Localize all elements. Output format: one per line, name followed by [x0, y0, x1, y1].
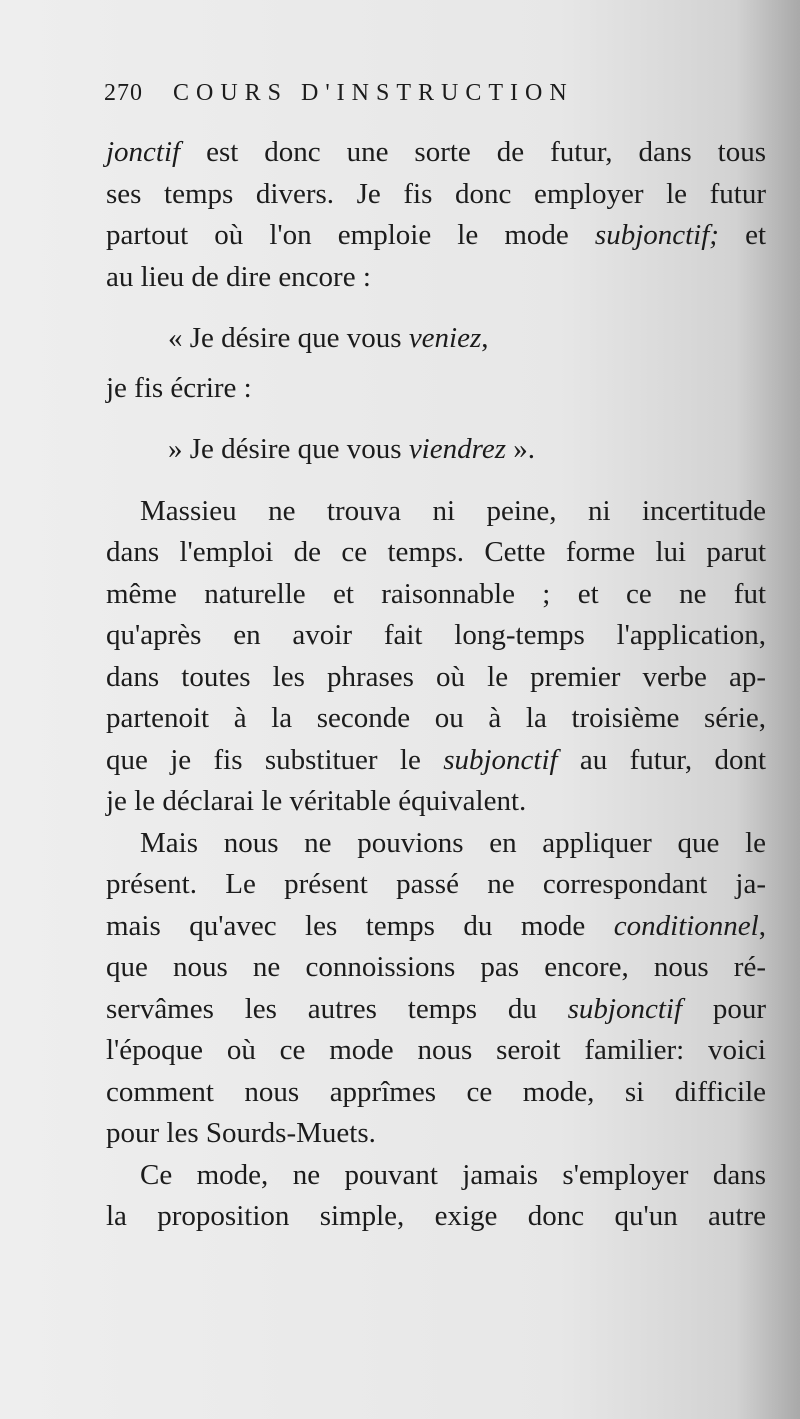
italic-term: veniez — [408, 322, 482, 354]
paragraph-intro — [106, 368, 766, 410]
text-run: comment nous apprîmes ce mode, si difficile — [106, 1075, 766, 1108]
text-run: présent. Le présent passé ne correspondant ja- — [106, 868, 766, 900]
text-run: pour les Sourds-Muets. — [106, 1117, 376, 1149]
paragraph-mais-nous — [106, 823, 766, 1155]
text-run: » Je désire que vous — [168, 433, 409, 465]
text-line — [106, 657, 766, 699]
page-body — [106, 132, 766, 1238]
text-run: que nous ne connoissions pas encore, nous ré- — [106, 951, 766, 983]
text-line — [106, 318, 766, 360]
text-line — [106, 740, 766, 782]
text-line — [106, 1030, 766, 1072]
text-line — [106, 532, 766, 574]
text-run: au futur, dont — [557, 743, 766, 776]
text-line — [106, 174, 766, 216]
italic-term: subjonctif — [567, 992, 683, 1025]
page-number: 270 — [104, 80, 143, 106]
italic-term: viendrez — [408, 433, 506, 465]
text-run: ses temps divers. Je fis donc employer le futur — [106, 177, 766, 210]
text-run: l'époque où ce mode nous seroit familier: voici — [106, 1034, 766, 1066]
text-line — [106, 215, 766, 257]
text-run: que je fis substituer le — [106, 743, 444, 776]
text-run: la proposition simple, exige donc qu'un autre — [106, 1200, 766, 1232]
paragraph-ce-mode — [106, 1155, 766, 1238]
text-run: ». — [505, 433, 535, 465]
text-line — [106, 1155, 766, 1197]
text-run: mais qu'avec les temps du mode — [106, 909, 614, 942]
text-run: même naturelle et raisonnable ; et ce ne fut — [106, 577, 766, 610]
text-run: et — [718, 219, 766, 251]
quote-example-2 — [106, 429, 766, 471]
italic-term: subjonctif — [443, 743, 558, 776]
italic-term: conditionnel — [613, 909, 759, 942]
text-line — [106, 615, 766, 657]
running-title: COURS D'INSTRUCTION — [173, 80, 574, 106]
text-line — [106, 698, 766, 740]
text-line — [106, 906, 766, 948]
paragraph-continuation — [106, 132, 766, 298]
text-run: partenoit à la seconde ou à la troisième série, — [106, 702, 766, 734]
text-run: dans l'emploi de ce temps. Cette forme lui parut — [106, 536, 766, 568]
text-run: qu'après en avoir fait long-temps l'application, — [106, 619, 766, 651]
text-run: pour — [682, 992, 766, 1025]
text-line — [106, 1113, 766, 1155]
paragraph-massieu — [106, 491, 766, 823]
text-run: dans toutes les phrases où le premier verbe ap- — [106, 660, 766, 693]
text-line — [106, 781, 766, 823]
text-line — [106, 368, 766, 410]
text-line — [106, 1196, 766, 1238]
quote-example-1 — [106, 318, 766, 360]
italic-term: jonctif — [106, 136, 181, 168]
text-line — [106, 257, 766, 299]
text-run: partout où l'on emploie le mode — [106, 219, 595, 251]
text-run: au lieu de dire encore : — [106, 260, 371, 293]
text-run: Ce mode, ne pouvant jamais s'employer dans — [140, 1158, 766, 1191]
text-run: je fis écrire : — [106, 371, 252, 404]
text-line — [106, 574, 766, 616]
text-line — [106, 132, 766, 174]
running-header — [104, 80, 704, 107]
text-run: Mais nous ne pouvions en appliquer que le — [140, 826, 766, 859]
text-line — [106, 823, 766, 865]
text-run: Massieu ne trouva ni peine, ni incertitude — [140, 494, 766, 527]
text-line — [106, 491, 766, 533]
text-line — [106, 947, 766, 989]
text-line — [106, 429, 766, 471]
text-run: est donc une sorte de futur, dans tous — [180, 136, 766, 168]
text-line — [106, 989, 766, 1031]
italic-term: subjonctif; — [594, 219, 719, 251]
text-run: servâmes les autres temps du — [106, 992, 568, 1025]
text-line — [106, 864, 766, 906]
text-run: je le déclarai le véritable équivalent. — [106, 785, 527, 817]
text-run: , — [758, 909, 766, 942]
text-run: , — [481, 322, 489, 354]
text-run: « Je désire que vous — [168, 322, 409, 354]
text-line — [106, 1072, 766, 1114]
